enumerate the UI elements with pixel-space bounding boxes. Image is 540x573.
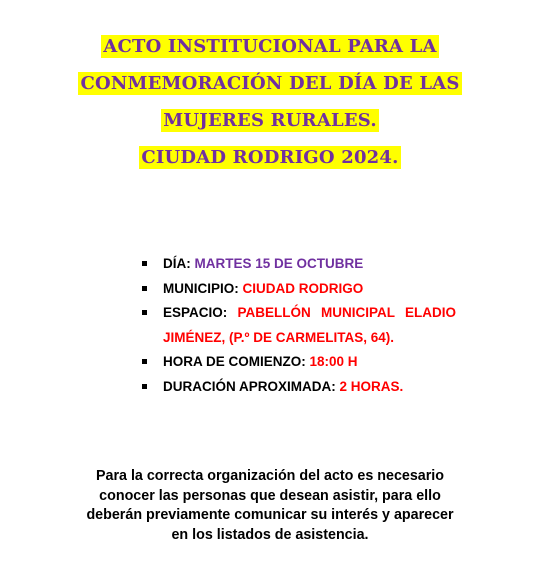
municipality-value: CIUDAD RODRIGO (242, 280, 364, 296)
event-details-list (142, 252, 456, 399)
detail-venue (142, 301, 456, 350)
detail-day (142, 252, 456, 277)
title-line-2: CONMEMORACIÓN DEL DÍA DE LAS (80, 73, 460, 94)
detail-start-time (142, 350, 456, 375)
venue-value-line-2: JIMÉNEZ, (P.º DE CARMELITAS, 64). (163, 329, 394, 345)
event-title (0, 34, 540, 182)
municipality-label: MUNICIPIO: (163, 280, 239, 296)
note-line-3: deberán previamente comunicar su interés y aparecer (86, 507, 454, 524)
note-line-4: en los listados de asistencia. (171, 526, 369, 543)
title-line-3: MUJERES RURALES. (163, 110, 377, 131)
title-line-4: CIUDAD RODRIGO 2024. (141, 147, 399, 168)
note-line-2: conocer las personas que desean asistir, para ello (99, 487, 441, 504)
day-value: MARTES 15 DE OCTUBRE (194, 256, 364, 271)
registration-note (52, 467, 488, 545)
start-time-value: 18:00 H (309, 354, 358, 369)
start-time-label: HORA DE COMIENZO: (163, 354, 306, 369)
duration-value: 2 HORAS. (339, 378, 404, 394)
venue-line-1 (163, 301, 456, 326)
duration-label: DURACIÓN APROXIMADA: (163, 378, 336, 394)
note-line-1: Para la correcta organización del acto es necesario (95, 468, 445, 484)
detail-duration (142, 375, 456, 400)
venue-value-line-1: PABELLÓN MUNICIPAL ELADIO (237, 305, 456, 320)
title-line-1: ACTO INSTITUCIONAL PARA LA (103, 36, 437, 57)
day-label: DÍA: (163, 256, 191, 271)
detail-municipality (142, 277, 456, 302)
venue-label: ESPACIO: (163, 305, 228, 320)
